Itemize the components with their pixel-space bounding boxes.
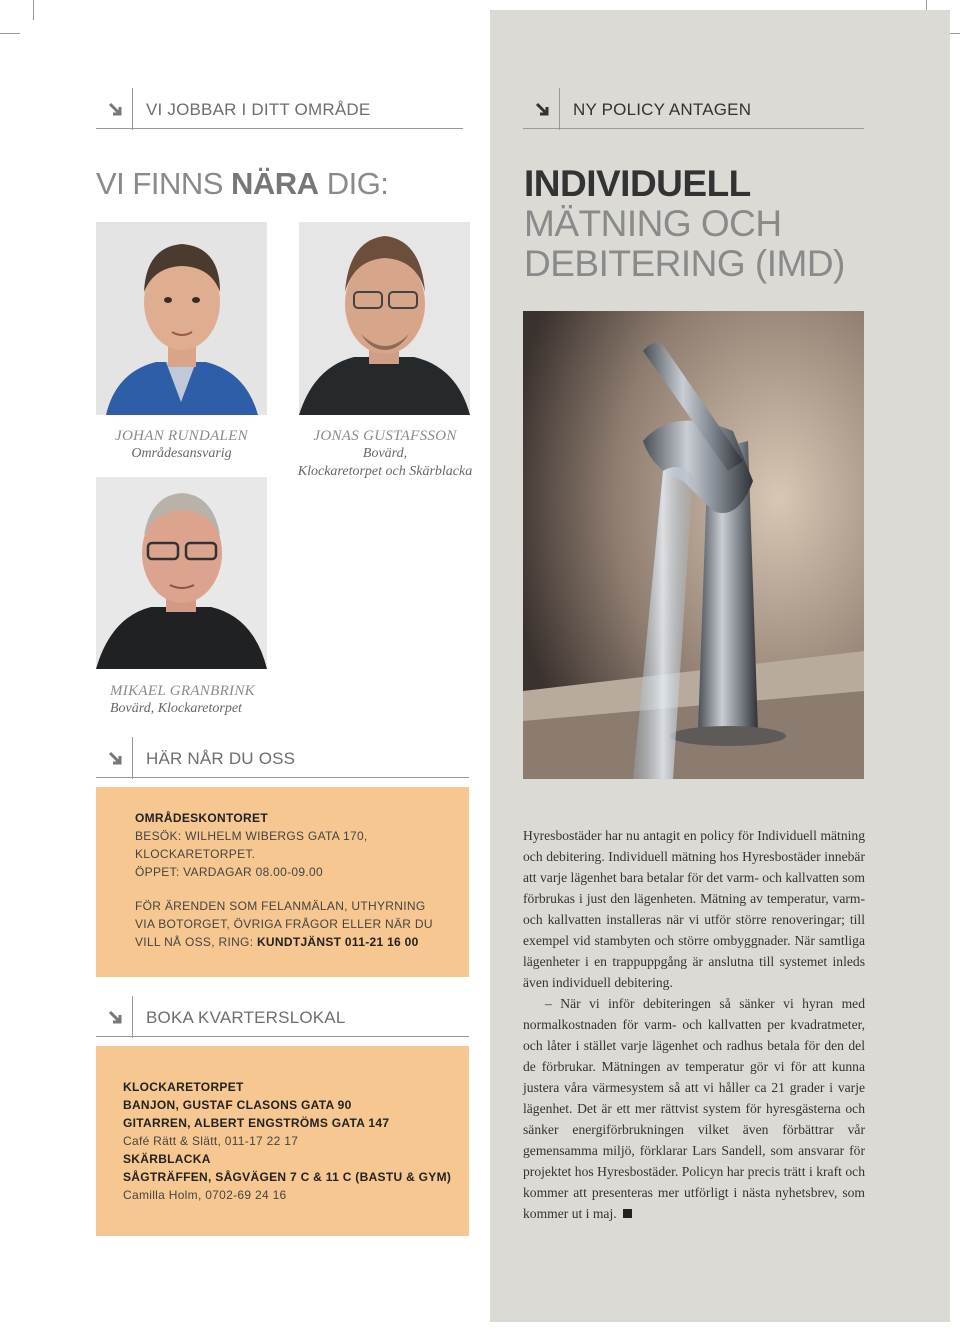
arrow-down-right-icon (108, 1010, 124, 1026)
arrow-down-right-icon (535, 102, 551, 118)
person-name: MIKAEL GRANBRINK (110, 683, 255, 699)
portrait-photo (96, 477, 267, 669)
person-caption (96, 427, 267, 463)
section-title: VI JOBBAR I DITT OMRÅDE (146, 100, 371, 119)
booking-line: Café Rätt & Slätt, 011-17 22 17 (123, 1134, 299, 1148)
booking-line: KLOCKARETORPET (123, 1080, 244, 1094)
customer-service-phone: KUNDTJÄNST 011-21 16 00 (256, 935, 419, 949)
errands-text (135, 933, 433, 951)
person-name: JONAS GUSTAFSSON (313, 428, 457, 444)
errands-text: VIA BOTORGET, ÖVRIGA FRÅGOR ELLER NÄR DU (135, 917, 433, 931)
article-paragraph-text: – När vi inför debiteringen så sänker vi hyran med normalkostnaden för varm- och kallvatten per kvadratmeter, och låter i stället varje lägenhet och radhus betala för den del de förbrukar. Mätningen av temperatur gör vi för att kunna justera våra värmesystem så att vi håller ca 21 grader i varje lägenhet. Det är ett mer rättvist system för hyresgästerna och sänker energiförbrukningen vilket även förbättrar vår gemensamma miljö, förklarar Lars Sandell, som ansvarar för projektet hos Hyresbostäder. Policyn har precis trätt i kraft och kommer att presenteras mer utförligt i nästa nyhetsbrev, som kommer ut i maj. (523, 996, 865, 1221)
booking-line: Camilla Holm, 0702-69 24 16 (123, 1188, 287, 1202)
arrow-down-right-icon (108, 102, 124, 118)
divider (559, 88, 560, 130)
booking-line: GITARREN, ALBERT ENGSTRÖMS GATA 147 (123, 1116, 390, 1130)
headline-bold: NÄRA (231, 166, 319, 201)
person-name: JOHAN RUNDALEN (115, 428, 248, 444)
crop-mark (33, 0, 34, 20)
contact-box (96, 787, 469, 977)
arrow-down-right-icon (108, 751, 124, 767)
title-bold: INDIVIDUELL (524, 163, 751, 204)
section-title: NY POLICY ANTAGEN (573, 100, 752, 119)
person-role: Klockaretorpet och Skärblacka (297, 464, 473, 479)
visit-address: BESÖK: WILHELM WIBERGS GATA 170, (135, 829, 368, 843)
person-role: Bovärd, Klockaretorpet (110, 701, 242, 716)
article-body (523, 825, 865, 1224)
page-headline (96, 166, 388, 202)
divider (132, 737, 133, 779)
article-paragraph: Hyresbostäder har nu antagit en policy för Individuell mätning och debitering. Individuell mätning hos Hyresbostäder innebär att varje lägenhet bara betalar för det varm- och kallvatten som förbrukas i just den lägenheten. Mätning av temperatur, varm- och kallvatten installeras när vi utför större renoveringar; till exempel vid stambyten och större ombyggnader. När samtliga lägenheter i en trappuppgång är anslutna till systemet inleds även individuell debitering. (523, 828, 865, 990)
article-title (524, 164, 845, 284)
person-caption (290, 427, 480, 481)
divider (132, 996, 133, 1038)
portrait-photo (299, 222, 470, 415)
divider (132, 88, 133, 130)
section-header-policy (523, 98, 864, 129)
visit-address: KLOCKARETORPET. (135, 847, 256, 861)
article-paragraph (523, 993, 865, 1224)
square-icon (623, 1209, 632, 1218)
booking-line: SKÄRBLACKA (123, 1152, 211, 1166)
faucet-photo (523, 311, 864, 779)
headline-part: VI FINNS (96, 166, 232, 201)
person-role: Områdesansvarig (131, 446, 232, 461)
portrait-photo (96, 222, 267, 415)
section-header-booking (96, 1006, 469, 1037)
section-title: BOKA KVARTERSLOKAL (146, 1008, 346, 1027)
booking-box (96, 1046, 469, 1236)
section-title: HÄR NÅR DU OSS (146, 749, 296, 768)
opening-hours: ÖPPET: VARDAGAR 08.00-09.00 (135, 865, 323, 879)
person-role: Bovärd, (362, 446, 408, 461)
person-caption (96, 682, 281, 718)
booking-line: BANJON, GUSTAF CLASONS GATA 90 (123, 1098, 352, 1112)
office-title: OMRÅDESKONTORET (135, 811, 268, 825)
booking-line: SÅGTRÄFFEN, SÅGVÄGEN 7 C & 11 C (BASTU & GYM) (123, 1170, 452, 1184)
section-header-contact (96, 747, 469, 778)
title-line: MÄTNING OCH (524, 203, 782, 244)
crop-mark (0, 33, 20, 34)
errands-text: FÖR ÄRENDEN SOM FELANMÄLAN, UTHYRNING (135, 899, 426, 913)
section-header-area (96, 98, 463, 129)
headline-part: DIG: (318, 166, 389, 201)
errands-text-pre: VILL NÅ OSS, RING: (135, 935, 257, 949)
title-line: DEBITERING (IMD) (524, 243, 845, 284)
